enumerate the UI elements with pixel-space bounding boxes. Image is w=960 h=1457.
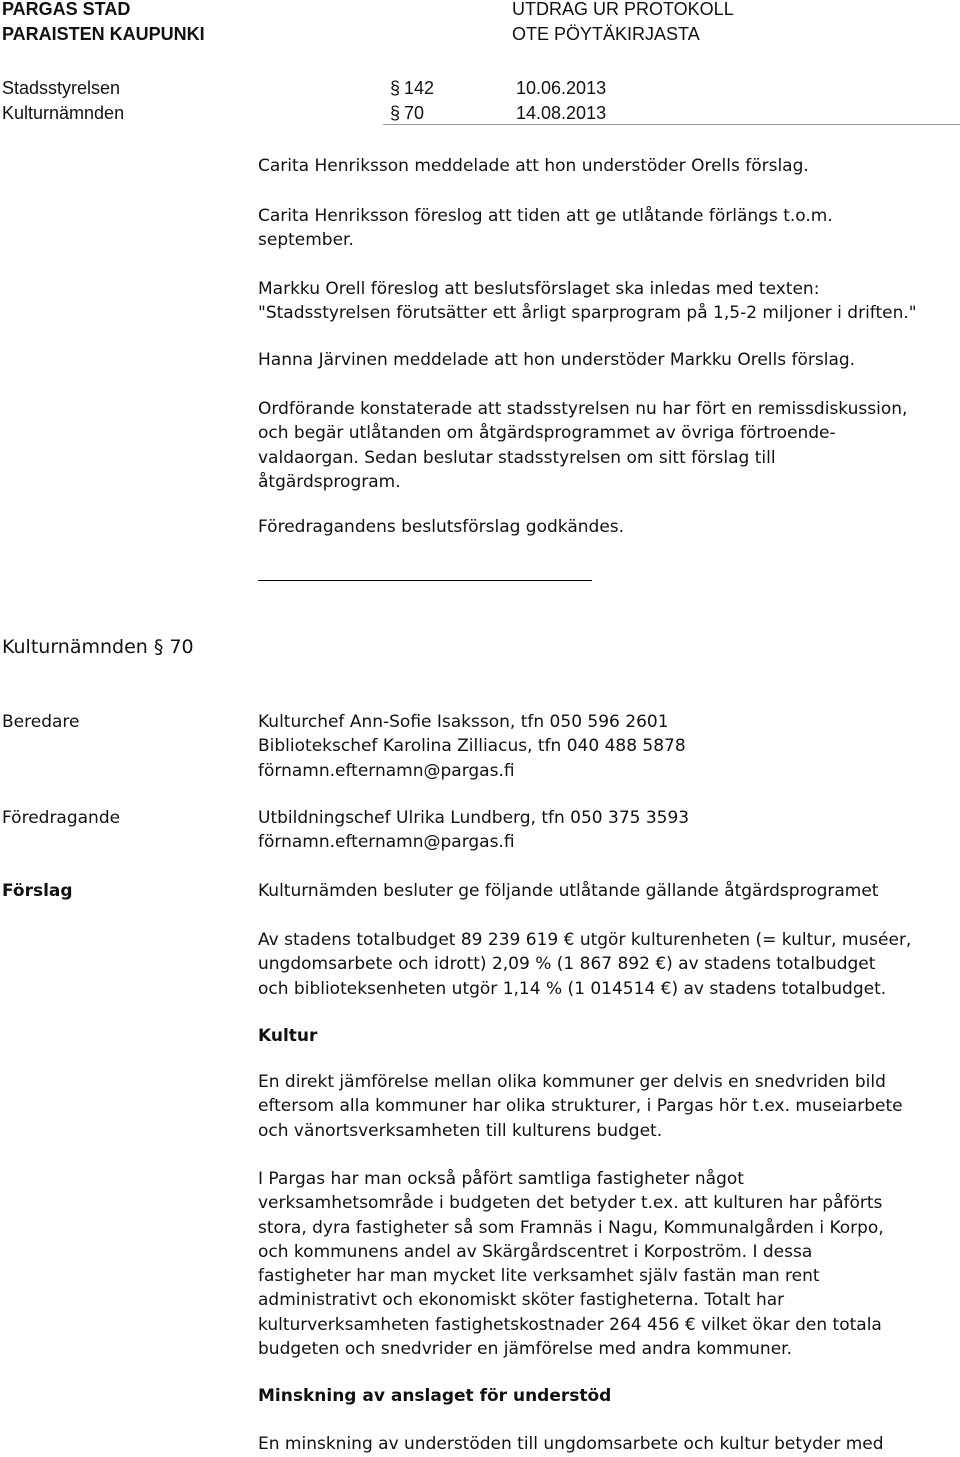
meeting-body-2: Kulturnämnden (2, 103, 125, 123)
paragraph-henriksson-support: Carita Henriksson meddelade att hon understöder Orells förslag. (258, 156, 809, 176)
section-heading (2, 634, 194, 660)
paragraph-chair-statement: Ordförande konstaterade att stadsstyrelsen nu har fört en remissdiskussion, och begär utlåtanden om åtgärdsprogrammet av övriga förtroende- valdaorgan. Sedan beslutar stadsstyrelsen om sitt förslag till åtgärdsprogram. (258, 399, 908, 492)
kultur-heading: Kultur (258, 1026, 318, 1046)
separator-line (258, 580, 592, 581)
foredragande-label: Föredragande (2, 808, 121, 828)
forslag-label: Förslag (2, 881, 73, 901)
meeting-section-1: 142 (404, 78, 435, 98)
meeting-date-2: 14.08.2013 (516, 103, 607, 123)
meeting-date-1: 10.06.2013 (516, 78, 607, 98)
header-rule (383, 124, 960, 125)
meeting-section-2: 70 (404, 103, 425, 123)
org-name-fi: PARAISTEN KAUPUNKI (2, 24, 205, 44)
minskning-paragraph-1: En minskning av understöden till ungdomsarbete och kultur betyder med (258, 1434, 884, 1454)
section-sign-2: § (390, 103, 401, 123)
meeting-body-1: Stadsstyrelsen (2, 78, 121, 98)
section-heading-sign: § (153, 636, 164, 658)
paragraph-jarvinen-support: Hanna Järvinen meddelade att hon understöder Markku Orells förslag. (258, 350, 856, 370)
kultur-paragraph-1: En direkt jämförelse mellan olika kommuner ger delvis en snedvriden bild eftersom alla kommuner har olika strukturer, i Pargas hör t.ex. museiarbete och vänortsverksamheten till kulturens budget. (258, 1072, 903, 1141)
doc-type-sv: UTDRAG UR PROTOKOLL (512, 0, 734, 19)
beredare-text: Kulturchef Ann-Sofie Isaksson, tfn 050 596 2601 Bibliotekschef Karolina Zilliacus, tfn 040 488 5878 förnamn.efternamn@pargas.fi (258, 712, 686, 781)
paragraph-approved: Föredragandens beslutsförslag godkändes. (258, 517, 625, 537)
section-heading-number: 70 (169, 636, 194, 658)
minskning-heading: Minskning av anslaget för understöd (258, 1386, 612, 1406)
kultur-paragraph-2: I Pargas har man också påfört samtliga fastigheter något verksamhetsområde i budgeten det betyder t.ex. att kulturen har påförts stora, dyra fastigheter så som Framnäs i Nagu, Kommunalgården i Korpo, och kommunens andel av Skärgårdscentret i Korpoström. I dessa fastigheter har man mycket lite verksamhet själv fastän man rent administrativt och ekonomiskt sköter fastigheterna. Totalt har kulturverksamheten fastighetskostnader 264 456 € vilket ökar den totala budgeten och snedvrider en jämförelse med andra kommuner. (258, 1169, 884, 1360)
forslag-budget: Av stadens totalbudget 89 239 619 € utgör kulturenheten (= kultur, muséer, ungdomsarbete och idrott) 2,09 % (1 867 892 €) av stadens totalbudget och biblioteksenheten utgör 1,14 % (1 014514 €) av stadens totalbudget. (258, 930, 912, 999)
section-sign-1: § (390, 78, 401, 98)
doc-type-fi: OTE PÖYTÄKIRJASTA (512, 24, 700, 44)
org-name-sv: PARGAS STAD (2, 0, 131, 19)
paragraph-orell-proposal: Markku Orell föreslog att beslutsförslaget ska inledas med texten: "Stadsstyrelsen förutsätter ett årligt sparprogram på 1,5-2 miljoner i driften." (258, 279, 917, 324)
beredare-label: Beredare (2, 712, 80, 732)
foredragande-text: Utbildningschef Ulrika Lundberg, tfn 050 375 3593 förnamn.efternamn@pargas.fi (258, 808, 690, 853)
forslag-intro: Kulturnämden besluter ge följande utlåtande gällande åtgärdsprogramet (258, 881, 879, 901)
paragraph-henriksson-proposal: Carita Henriksson föreslog att tiden att ge utlåtande förlängs t.o.m. september. (258, 206, 833, 251)
section-heading-body: Kulturnämnden (2, 636, 148, 658)
